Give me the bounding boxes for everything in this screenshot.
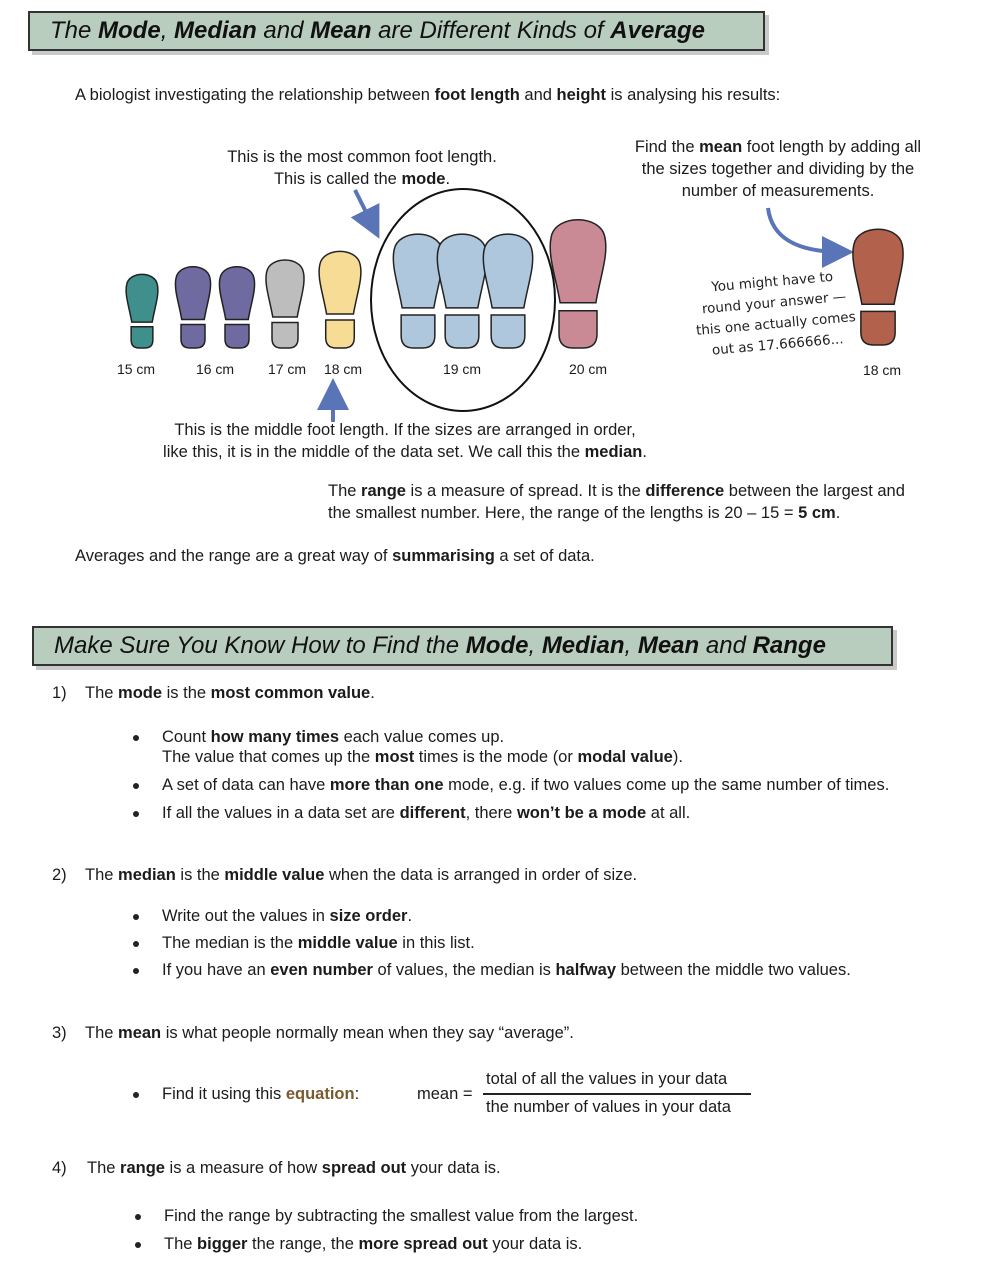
text-run: each value comes up. — [339, 728, 505, 746]
bold-text: Mean — [637, 632, 700, 659]
text-run: If you have an — [162, 961, 271, 979]
text-run: The — [87, 1159, 121, 1177]
text-run: of values, the median is — [372, 961, 556, 979]
footprint-19cm — [483, 234, 532, 348]
item-2-bullet-3 — [162, 959, 851, 981]
bold-text: modal value — [577, 748, 673, 766]
sole-shape — [126, 274, 158, 322]
text-run: your data is. — [406, 1159, 501, 1177]
median-note — [163, 419, 647, 463]
text-run: when the data is arranged in order of size. — [324, 866, 638, 884]
text-run: . — [642, 443, 647, 461]
text-run: Find the range by subtracting the smallest value from the largest. — [164, 1207, 639, 1225]
bullet-icon — [133, 1092, 139, 1098]
text-run: . — [835, 504, 841, 522]
sole-shape — [175, 267, 210, 320]
footprint-15cm — [126, 274, 158, 348]
bold-text: difference — [645, 482, 725, 500]
bold-text: summarising — [392, 547, 495, 565]
bold-text: mean — [699, 138, 743, 156]
text-run: are Different Kinds of — [371, 17, 611, 44]
text-run: is analysing his results: — [606, 86, 781, 104]
bold-text: Mode — [465, 632, 529, 659]
label-17cm: 17 cm — [267, 361, 307, 377]
hand-line: round your answer — — [701, 288, 847, 318]
bullet-icon — [133, 914, 139, 920]
text-run: If all the values in a data set are — [162, 804, 400, 822]
bullet-icon — [133, 941, 139, 947]
sole-shape — [483, 234, 532, 308]
bold-text: how many times — [210, 728, 339, 746]
bold-text: most common value — [210, 684, 371, 702]
text-run: This is the middle foot length. If the sizes are arranged in order, — [174, 421, 636, 439]
text-run: , — [528, 632, 542, 659]
footprint-19cm — [393, 234, 442, 348]
text-run: The median is the — [162, 934, 298, 952]
bold-text: Mean — [310, 17, 372, 44]
text-run: Averages and the range are a great way of — [75, 547, 393, 565]
bold-text: won’t be a mode — [516, 804, 647, 822]
label-19cm: 19 cm — [442, 361, 482, 377]
text-run: The — [50, 17, 99, 44]
text-run: at all. — [646, 804, 691, 822]
text-run: Find the — [634, 138, 700, 156]
heel-shape — [401, 315, 435, 348]
text-run: is what people normally mean when they say “average”. — [161, 1024, 574, 1042]
mean-arrow — [768, 208, 842, 252]
sole-shape — [219, 267, 254, 320]
footprint-17cm — [266, 260, 304, 348]
heel-shape — [131, 327, 153, 348]
text-run: is a measure of how — [164, 1159, 322, 1177]
sole-shape — [393, 234, 442, 308]
text-line — [328, 480, 905, 502]
bold-text: Median — [541, 632, 625, 659]
bold-text: Median — [174, 17, 257, 44]
text-run: and — [519, 86, 557, 104]
item-1-bullet-1-cont — [162, 746, 683, 768]
text-run: a set of data. — [494, 547, 595, 565]
text-run: and — [699, 632, 753, 659]
bold-text: mean — [118, 1024, 162, 1042]
footprint-18cm — [319, 251, 361, 348]
heel-shape — [225, 324, 249, 348]
item-4-bullet-1 — [164, 1205, 638, 1227]
bold-text: 5 cm — [798, 504, 836, 522]
label-mean: 18 cm — [862, 362, 902, 378]
text-run: . — [370, 684, 375, 702]
text-run: times is the mode (or — [414, 748, 578, 766]
bold-text: Mode — [98, 17, 161, 44]
text-run: Write out the values in — [162, 907, 330, 925]
mean-footprint-18cm — [853, 229, 903, 345]
equation-numerator: total of all the values in your data — [486, 1070, 728, 1088]
text-run: the smallest number. Here, the range of the lengths is 20 – 15 = — [328, 504, 799, 522]
text-run: in this list. — [397, 934, 475, 952]
heel-shape — [559, 311, 597, 348]
text-run: Make Sure You Know How to Find the — [54, 632, 466, 659]
item-2-number: 2) — [52, 866, 67, 884]
text-run: and — [256, 17, 311, 44]
heel-shape — [326, 320, 355, 348]
text-run: is the — [175, 866, 225, 884]
text-run: The — [85, 866, 119, 884]
item-1-bullet-2 — [162, 774, 889, 796]
text-run: the sizes together and dividing by the — [641, 160, 915, 178]
item-4-bullet-2 — [164, 1233, 582, 1255]
text-run: foot length by adding all — [742, 138, 922, 156]
text-run: mode, e.g. if two values come up the same number of times. — [443, 776, 890, 794]
equation-lhs: mean = — [417, 1085, 473, 1103]
bold-text: middle value — [297, 934, 398, 952]
equation-lead — [162, 1083, 359, 1105]
equation-link[interactable]: equation — [285, 1085, 355, 1103]
text-run: Count — [162, 728, 211, 746]
bold-text: mode — [401, 170, 446, 188]
text-run: , — [160, 17, 175, 44]
text-run: . — [445, 170, 451, 188]
text-run: This is called the — [273, 170, 402, 188]
sole-shape — [266, 260, 304, 317]
text-run: ). — [672, 748, 683, 766]
bold-text: middle value — [224, 866, 325, 884]
bold-text: halfway — [555, 961, 616, 979]
label-16cm: 16 cm — [195, 361, 235, 377]
item-3-number: 3) — [52, 1024, 67, 1042]
fraction-line — [483, 1093, 751, 1095]
bold-text: Range — [752, 632, 826, 659]
text-run: number of measurements. — [681, 182, 875, 200]
mode-arrow — [355, 190, 374, 228]
item-1-bullet-3 — [162, 802, 690, 824]
text-run: The — [164, 1235, 198, 1253]
bold-text: mode — [118, 684, 163, 702]
text-run: your data is. — [487, 1235, 583, 1253]
item-1-bullet-1 — [162, 726, 504, 748]
summary-text — [75, 545, 595, 567]
item-2-text — [85, 864, 637, 886]
bold-text: more than one — [329, 776, 444, 794]
text-run: between the middle two values. — [616, 961, 851, 979]
item-2-bullet-1 — [162, 905, 412, 927]
bold-text: size order — [329, 907, 408, 925]
equation-lead-text: Find it using this — [162, 1085, 286, 1103]
label-20cm: 20 cm — [568, 361, 608, 377]
bold-text: median — [118, 866, 176, 884]
sole-shape — [319, 251, 361, 314]
text-run: , — [624, 632, 638, 659]
bold-text: even number — [270, 961, 373, 979]
footprint-16cm — [175, 267, 210, 348]
bullet-icon — [135, 1214, 141, 1220]
bullet-icon — [133, 811, 139, 817]
text-run: the range, the — [247, 1235, 359, 1253]
section-2-title — [32, 626, 893, 666]
bullet-icon — [133, 783, 139, 789]
heel-shape — [181, 324, 205, 348]
bold-text: most — [374, 748, 415, 766]
bold-text: range — [120, 1159, 165, 1177]
sole-shape — [853, 229, 903, 304]
text-run: The — [328, 482, 362, 500]
bullet-icon — [133, 968, 139, 974]
text-run: between the largest and — [724, 482, 905, 500]
item-1-number: 1) — [52, 684, 67, 702]
bold-text: foot length — [434, 86, 520, 104]
text-run: A biologist investigating the relationship between — [75, 86, 435, 104]
text-run: A set of data can have — [162, 776, 330, 794]
hand-line: this one actually comes — [695, 309, 857, 339]
text-run: The — [85, 1024, 119, 1042]
hand-line: out as 17.666666... — [711, 331, 845, 359]
sole-shape — [437, 234, 486, 308]
bold-text: Average — [610, 17, 705, 44]
text-line — [328, 502, 905, 524]
range-note — [328, 480, 905, 524]
text-line — [163, 441, 647, 463]
item-1-text — [85, 682, 375, 704]
footprint-19cm — [437, 234, 486, 348]
label-15cm: 15 cm — [116, 361, 156, 377]
bold-text: median — [584, 443, 643, 461]
hand-line: You might have to — [710, 268, 834, 296]
bullet-icon — [135, 1242, 141, 1248]
item-4-text — [87, 1157, 501, 1179]
bold-text: range — [361, 482, 406, 500]
item-4-number: 4) — [52, 1159, 67, 1177]
bullet-icon — [133, 735, 139, 741]
bold-text: more spread out — [358, 1235, 488, 1253]
footprint-16cm — [219, 267, 254, 348]
item-2-bullet-2 — [162, 932, 475, 954]
text-run: The — [85, 684, 119, 702]
text-run: The value that comes up the — [162, 748, 375, 766]
footprint-20cm — [550, 220, 606, 348]
sole-shape — [550, 220, 606, 303]
bold-text: bigger — [197, 1235, 248, 1253]
heel-shape — [491, 315, 525, 348]
text-run: is the — [162, 684, 211, 702]
bold-text: height — [556, 86, 607, 104]
bold-text: different — [399, 804, 466, 822]
equation-colon: : — [354, 1085, 360, 1103]
text-run: , there — [465, 804, 517, 822]
equation-denominator: the number of values in your data — [486, 1098, 731, 1116]
item-3-text — [85, 1022, 574, 1044]
label-18cm: 18 cm — [323, 361, 363, 377]
heel-shape — [445, 315, 479, 348]
text-run: like this, it is in the middle of the data set. We call this the — [163, 443, 585, 461]
heel-shape — [861, 311, 895, 345]
text-line — [163, 419, 647, 441]
heel-shape — [272, 323, 298, 348]
text-run: is a measure of spread. It is the — [405, 482, 646, 500]
text-run: . — [407, 907, 413, 925]
bold-text: spread out — [321, 1159, 407, 1177]
text-run: This is the most common foot length. — [227, 148, 497, 166]
